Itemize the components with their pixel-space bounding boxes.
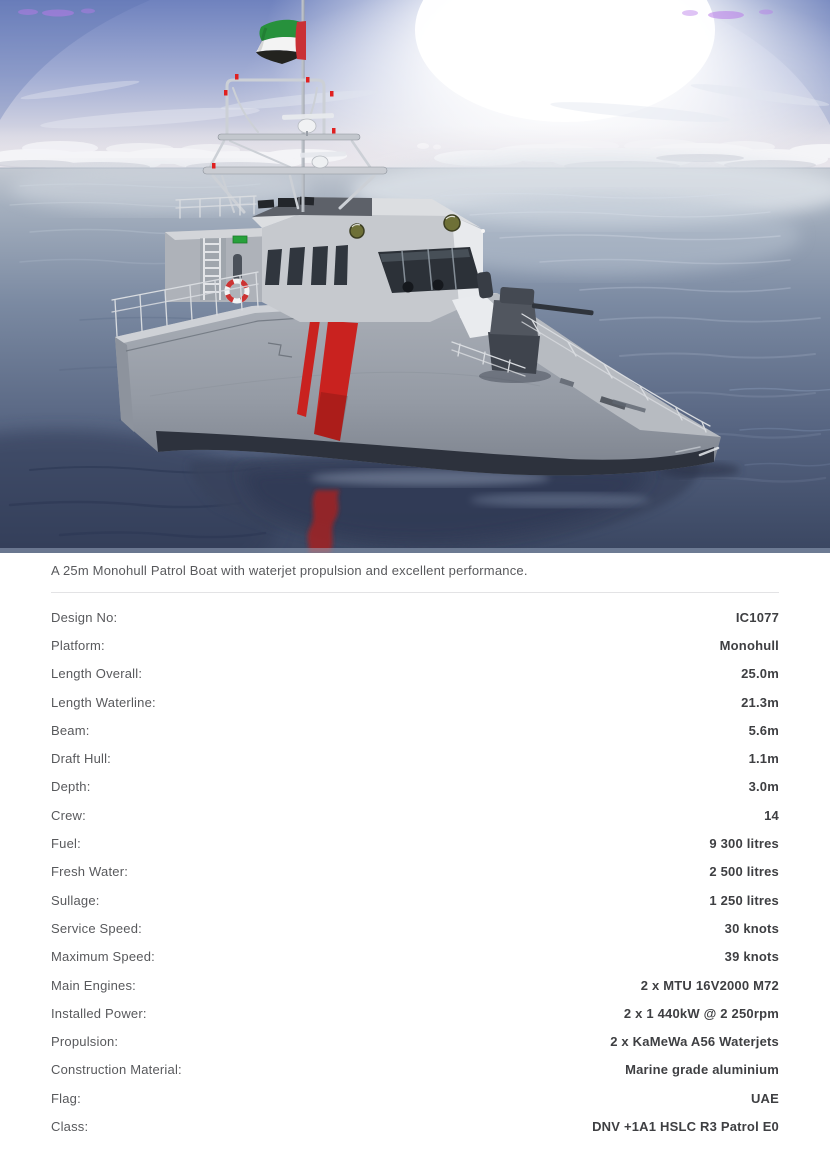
spec-row-beam — [51, 716, 779, 744]
spec-value: Monohull — [719, 637, 779, 653]
boat-render — [0, 0, 830, 553]
spec-value: IC1077 — [735, 609, 779, 625]
spec-table — [51, 603, 779, 1141]
spec-row-length-waterline — [51, 688, 779, 716]
spec-label: Maximum Speed: — [51, 949, 155, 965]
spec-label: Depth: — [51, 779, 91, 795]
spec-row-depth — [51, 773, 779, 801]
spec-row-length-overall — [51, 660, 779, 688]
spec-value: 5.6m — [748, 722, 779, 738]
spec-row-construction-material — [51, 1056, 779, 1084]
spec-value: 9 300 litres — [709, 836, 779, 852]
boat-hero-image — [0, 0, 830, 553]
spec-value: 39 knots — [724, 949, 779, 965]
spec-label: Construction Material: — [51, 1062, 182, 1078]
spec-value: UAE — [750, 1090, 779, 1106]
spec-label: Propulsion: — [51, 1034, 119, 1050]
spec-value: 3.0m — [748, 779, 779, 795]
spec-label: Design No: — [51, 609, 118, 625]
spec-row-platform — [51, 631, 779, 659]
divider — [51, 592, 779, 593]
spec-label: Fresh Water: — [51, 864, 129, 880]
spec-value: Marine grade aluminium — [625, 1062, 779, 1078]
boat-description: A 25m Monohull Patrol Boat with waterjet propulsion and excellent performance. — [51, 563, 528, 578]
spec-label: Crew: — [51, 807, 86, 823]
spec-value: 2 x KaMeWa A56 Waterjets — [610, 1034, 779, 1050]
spec-label: Class: — [51, 1118, 89, 1134]
radar-platform-upper — [218, 134, 360, 140]
spec-label: Draft Hull: — [51, 751, 111, 767]
spec-label: Length Waterline: — [51, 694, 156, 710]
spec-row-sullage — [51, 886, 779, 914]
spec-label: Installed Power: — [51, 1005, 147, 1021]
spec-row-class — [51, 1112, 779, 1140]
uae-flag-icon — [256, 20, 306, 64]
spec-value: 14 — [764, 807, 779, 823]
spec-value: 2 x 1 440kW @ 2 250rpm — [623, 1005, 779, 1021]
spec-row-crew — [51, 801, 779, 829]
spec-value: 1.1m — [748, 751, 779, 767]
spec-label: Main Engines: — [51, 977, 136, 993]
spec-value: 21.3m — [741, 694, 779, 710]
spec-label: Sullage: — [51, 892, 100, 908]
spec-value: 1 250 litres — [709, 892, 779, 908]
nav-light-green — [233, 236, 247, 243]
spec-row-propulsion — [51, 1027, 779, 1055]
content — [51, 563, 779, 1141]
spec-value: 30 knots — [724, 920, 779, 936]
spec-label: Service Speed: — [51, 920, 142, 936]
spec-label: Platform: — [51, 637, 105, 653]
spec-row-flag — [51, 1084, 779, 1112]
spec-row-design-no — [51, 603, 779, 631]
spec-row-main-engines — [51, 971, 779, 999]
spec-row-installed-power — [51, 999, 779, 1027]
spec-row-fresh-water — [51, 858, 779, 886]
photo-bottom-edge — [0, 548, 830, 553]
windscreen — [378, 247, 482, 293]
spec-row-fuel — [51, 829, 779, 857]
spec-label: Beam: — [51, 722, 90, 738]
spec-label: Length Overall: — [51, 666, 143, 682]
radar-platform-lower — [203, 167, 387, 174]
spec-value: DNV +1A1 HSLC R3 Patrol E0 — [592, 1118, 779, 1134]
spec-value: 2 500 litres — [709, 864, 779, 880]
spec-label: Flag: — [51, 1090, 81, 1106]
spec-row-draft-hull — [51, 744, 779, 772]
spec-label: Fuel: — [51, 836, 81, 852]
spec-value: 25.0m — [741, 666, 779, 682]
spec-value: 2 x MTU 16V2000 M72 — [640, 977, 779, 993]
spec-row-maximum-speed — [51, 943, 779, 971]
spec-row-service-speed — [51, 914, 779, 942]
